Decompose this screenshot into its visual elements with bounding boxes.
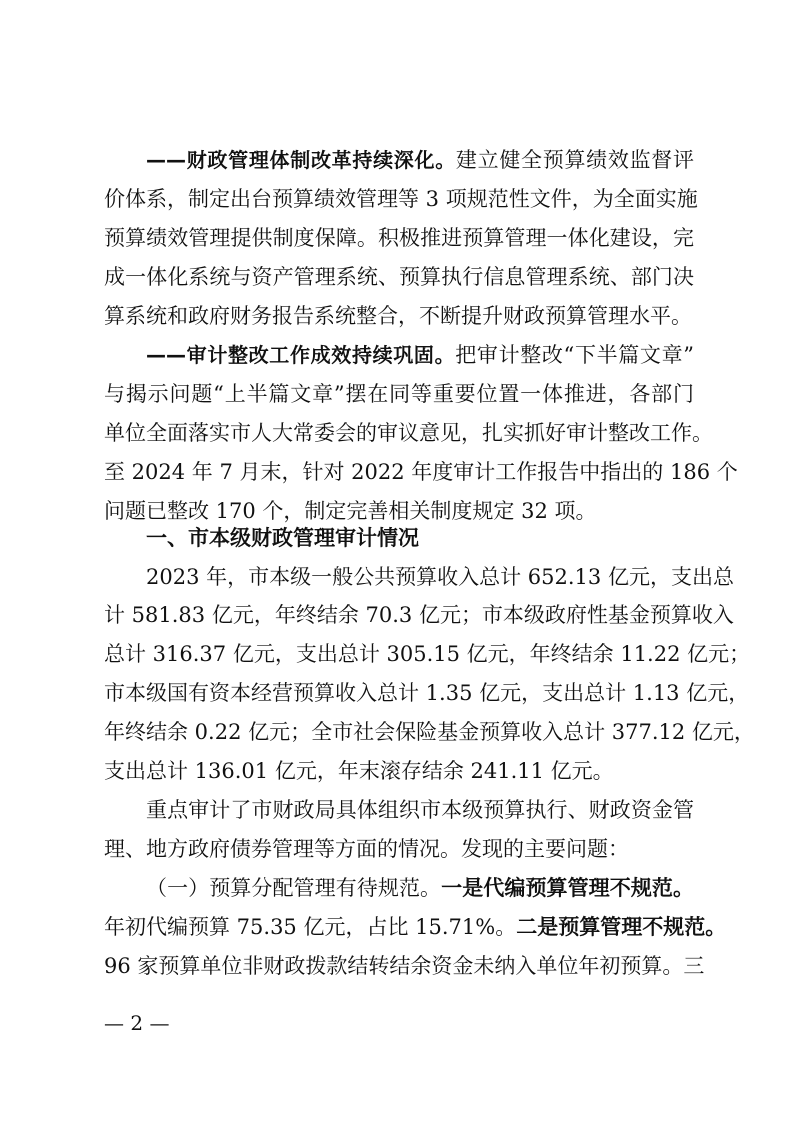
bold-lead-text: 二是预算管理不规范。 xyxy=(516,915,727,939)
section-heading: 一、市本级财政管理审计情况 xyxy=(146,526,419,550)
body-text: 把审计整改“下半篇文章” xyxy=(455,343,694,367)
paragraph-line: 理、地方政府债券管理等方面的情况。发现的主要问题： xyxy=(104,837,629,861)
paragraph-line: 价体系，制定出台预算绩效管理等 3 项规范性文件，为全面实施 xyxy=(104,187,698,211)
bold-lead-text: ——审计整改工作成效持续巩固。 xyxy=(146,343,456,367)
page-number: — 2 — xyxy=(104,1011,170,1035)
bold-lead-text: 一是代编预算管理不规范。 xyxy=(441,876,695,900)
paragraph-line: 96 家预算单位非财政拨款结转结余资金未纳入单位年初预算。三 xyxy=(104,954,705,978)
paragraph-line: 年终结余 0.22 亿元；全市社会保险基金预算收入总计 377.12 亿元， xyxy=(104,720,755,744)
paragraph-line: 市本级国有资本经营预算收入总计 1.35 亿元，支出总计 1.13 亿元， xyxy=(104,681,750,705)
paragraph-line: 2023 年，市本级一般公共预算收入总计 652.13 亿元，支出总 xyxy=(146,565,734,589)
paragraph-line xyxy=(146,870,694,906)
paragraph-line: 重点审计了市财政局具体组织市本级预算执行、财政资金管 xyxy=(146,798,694,822)
paragraph-line: 支出总计 136.01 亿元，年末滚存结余 241.11 亿元。 xyxy=(104,759,614,783)
paragraph-line: 与揭示问题“上半篇文章”摆在同等重要位置一体推进，各部门 xyxy=(104,382,694,406)
body-text: 年初代编预算 75.35 亿元，占比 15.71%。 xyxy=(104,915,517,939)
paragraph-line: 单位全面落实市人大常委会的审议意见，扎实抓好审计整改工作。 xyxy=(104,421,713,445)
paragraph-line: 问题已整改 170 个，制定完善相关制度规定 32 项。 xyxy=(104,499,597,523)
paragraph-line: 预算绩效管理提供制度保障。积极推进预算管理一体化建设，完 xyxy=(104,226,694,250)
subsection-label: （一）预算分配管理有待规范。 xyxy=(146,876,442,900)
bold-lead-text: ——财政管理体制改革持续深化。 xyxy=(146,148,456,172)
paragraph-line: 计 581.83 亿元，年终结余 70.3 亿元；市本级政府性基金预算收入 xyxy=(104,603,734,627)
paragraph-line xyxy=(104,909,727,945)
paragraph-line: 算系统和政府财务报告系统整合，不断提升财政预算管理水平。 xyxy=(104,304,692,328)
paragraph-line xyxy=(146,142,694,178)
paragraph-line: 至 2024 年 7 月末，针对 2022 年度审计工作报告中指出的 186 个 xyxy=(104,460,738,484)
paragraph-line: 总计 316.37 亿元，支出总计 305.15 亿元，年终结余 11.22 亿元； xyxy=(104,642,751,666)
body-text: 建立健全预算绩效监督评 xyxy=(455,148,695,172)
paragraph-line: 成一体化系统与资产管理系统、预算执行信息管理系统、部门决 xyxy=(104,265,694,289)
paragraph-line xyxy=(146,337,694,373)
